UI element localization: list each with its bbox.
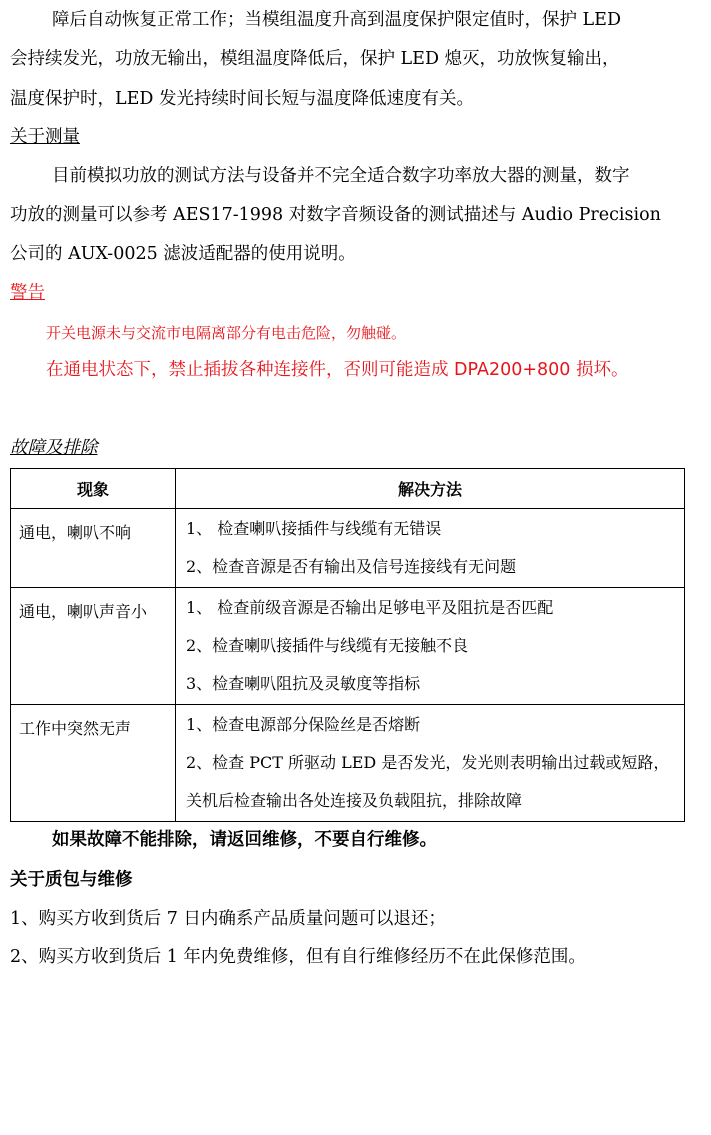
measurement-line-3: 公司的 AUX-0025 滤波适配器的使用说明。 bbox=[10, 244, 356, 264]
warning-line-2: 在通电状态下，禁止插拔各种连接件，否则可能造成 DPA200+800 损坏。 bbox=[46, 360, 629, 380]
troubleshooting-table bbox=[10, 468, 685, 822]
troubleshooting-note: 如果故障不能排除，请返回维修，不要自行维修。 bbox=[52, 830, 437, 850]
solution-line: 2、检查音源是否有输出及信号连接线有无问题 bbox=[186, 557, 517, 576]
warning-heading: 警告 bbox=[10, 283, 45, 303]
solution-cell bbox=[176, 588, 685, 705]
intro-line-3: 温度保护时，LED 发光持续时间长短与温度降低速度有关。 bbox=[10, 89, 474, 109]
table-header-row bbox=[11, 469, 685, 509]
solution-line: 1、检查电源部分保险丝是否熔断 bbox=[186, 715, 421, 734]
table-row bbox=[11, 588, 685, 705]
header-symptom: 现象 bbox=[11, 469, 176, 509]
solution-line: 2、检查喇叭接插件与线缆有无接触不良 bbox=[186, 636, 469, 655]
intro-line-2: 会持续发光，功放无输出，模组温度降低后，保护 LED 熄灭，功放恢复输出， bbox=[10, 49, 620, 69]
troubleshooting-heading: 故障及排除 bbox=[10, 438, 98, 458]
symptom-cell: 通电，喇叭不响 bbox=[11, 509, 176, 588]
symptom-cell: 通电，喇叭声音小 bbox=[11, 588, 176, 705]
solution-cell bbox=[176, 705, 685, 822]
solution-line: 2、检查 PCT 所驱动 LED 是否发光，发光则表明输出过载或短路， bbox=[186, 753, 670, 772]
warning-line-1: 开关电源未与交流市电隔离部分有电击危险，勿触碰。 bbox=[46, 324, 407, 342]
warranty-item-2: 2、购买方收到货后 1 年内免费维修，但有自行维修经历不在此保修范围。 bbox=[10, 947, 586, 967]
table-row bbox=[11, 705, 685, 822]
measurement-heading: 关于测量 bbox=[10, 127, 80, 147]
header-solution: 解决方法 bbox=[176, 469, 685, 509]
warranty-heading: 关于质包与维修 bbox=[10, 870, 133, 890]
measurement-line-2: 功放的测量可以参考 AES17-1998 对数字音频设备的测试描述与 Audio Precision bbox=[10, 205, 661, 225]
solution-line: 1、 检查喇叭接插件与线缆有无错误 bbox=[186, 519, 442, 538]
measurement-line-1: 目前模拟功放的测试方法与设备并不完全适合数字功率放大器的测量，数字 bbox=[52, 166, 630, 186]
table-row bbox=[11, 509, 685, 588]
intro-line-1: 障后自动恢复正常工作；当模组温度升高到温度保护限定值时，保护 LED bbox=[52, 10, 621, 30]
solution-cell bbox=[176, 509, 685, 588]
warranty-item-1: 1、购买方收到货后 7 日内确系产品质量问题可以退还； bbox=[10, 909, 446, 929]
solution-line: 关机后检查输出各处连接及负载阻抗，排除故障 bbox=[186, 791, 523, 810]
solution-line: 1、 检查前级音源是否输出足够电平及阻抗是否匹配 bbox=[186, 598, 554, 617]
symptom-cell: 工作中突然无声 bbox=[11, 705, 176, 822]
solution-line: 3、检查喇叭阻抗及灵敏度等指标 bbox=[186, 674, 421, 693]
